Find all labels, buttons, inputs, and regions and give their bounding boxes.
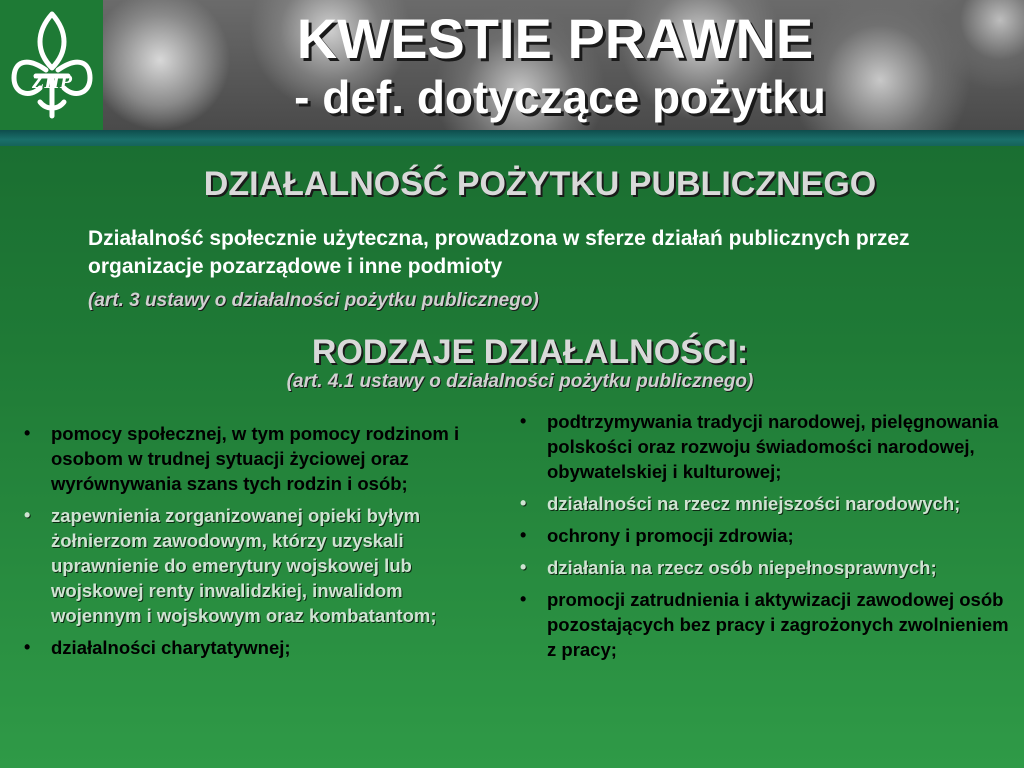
bullet-icon: • — [520, 411, 527, 431]
list-item — [510, 587, 1010, 662]
list-item-text: promocji zatrudnienia i aktywizacji zawodowej osób pozostających bez pracy i zagrożonych zwolnieniem z pracy; — [547, 589, 1009, 660]
list-item — [14, 635, 492, 660]
fleur-de-lis-icon — [6, 6, 98, 124]
slide-title-line2: - def. dotyczące pożytku — [294, 71, 826, 123]
bullet-icon: • — [24, 637, 31, 657]
legal-reference-art3: (art. 3 ustawy o działalności pożytku publicznego) — [88, 290, 539, 311]
slide-title-line1: KWESTIE PRAWNE — [296, 7, 814, 70]
bullet-icon: • — [520, 557, 527, 577]
list-item-text: ochrony i promocji zdrowia; — [547, 525, 794, 546]
header-divider-band — [0, 130, 1024, 146]
list-item — [14, 421, 492, 496]
bullet-icon: • — [520, 493, 527, 513]
zhp-logo — [0, 0, 103, 130]
header-banner — [0, 0, 1024, 130]
list-item-text: pomocy społecznej, w tym pomocy rodzinom i osobom w trudnej sytuacji życiowej oraz wyrównywania szans tych rodzin i osób; — [51, 423, 460, 494]
list-item-text: działania na rzecz osób niepełnosprawnych; — [547, 557, 937, 578]
bullet-icon: • — [24, 423, 31, 443]
list-item-text: działalności na rzecz mniejszości narodowych; — [547, 493, 961, 514]
bullet-icon: • — [520, 525, 527, 545]
list-item-text: zapewnienia zorganizowanej opieki byłym żołnierzom zawodowym, którzy uzyskali uprawnienie do emerytury wojskowej lub wojskowej renty inwalidzkiej, inwalidom wojennym i wojskowym oraz kombatantom; — [51, 505, 437, 626]
list-item — [14, 503, 492, 628]
activity-list-left — [14, 421, 492, 667]
list-item — [510, 409, 1010, 484]
section-heading-activity-types: RODZAJE DZIAŁALNOŚCI: — [311, 333, 749, 371]
bullet-icon: • — [520, 589, 527, 609]
bullet-icon: • — [24, 505, 31, 525]
activity-list-right — [510, 409, 1010, 669]
list-item — [510, 523, 1010, 548]
legal-reference-art4: (art. 4.1 ustawy o działalności pożytku publicznego) — [286, 371, 754, 392]
list-item-text: podtrzymywania tradycji narodowej, pielęgnowania polskości oraz rozwoju świadomości narodowej, obywatelskiej i kulturowej; — [547, 411, 999, 482]
list-item — [510, 555, 1010, 580]
list-item-text: działalności charytatywnej; — [51, 637, 291, 658]
definition-text: Działalność społecznie użyteczna, prowadzona w sferze działań publicznych przez organizacje pozarządowe i inne podmioty — [88, 227, 910, 278]
section-heading-public-benefit: DZIAŁALNOŚĆ POŻYTKU PUBLICZNEGO — [203, 165, 877, 203]
list-item — [510, 491, 1010, 516]
logo-text: ZHP — [31, 71, 72, 93]
